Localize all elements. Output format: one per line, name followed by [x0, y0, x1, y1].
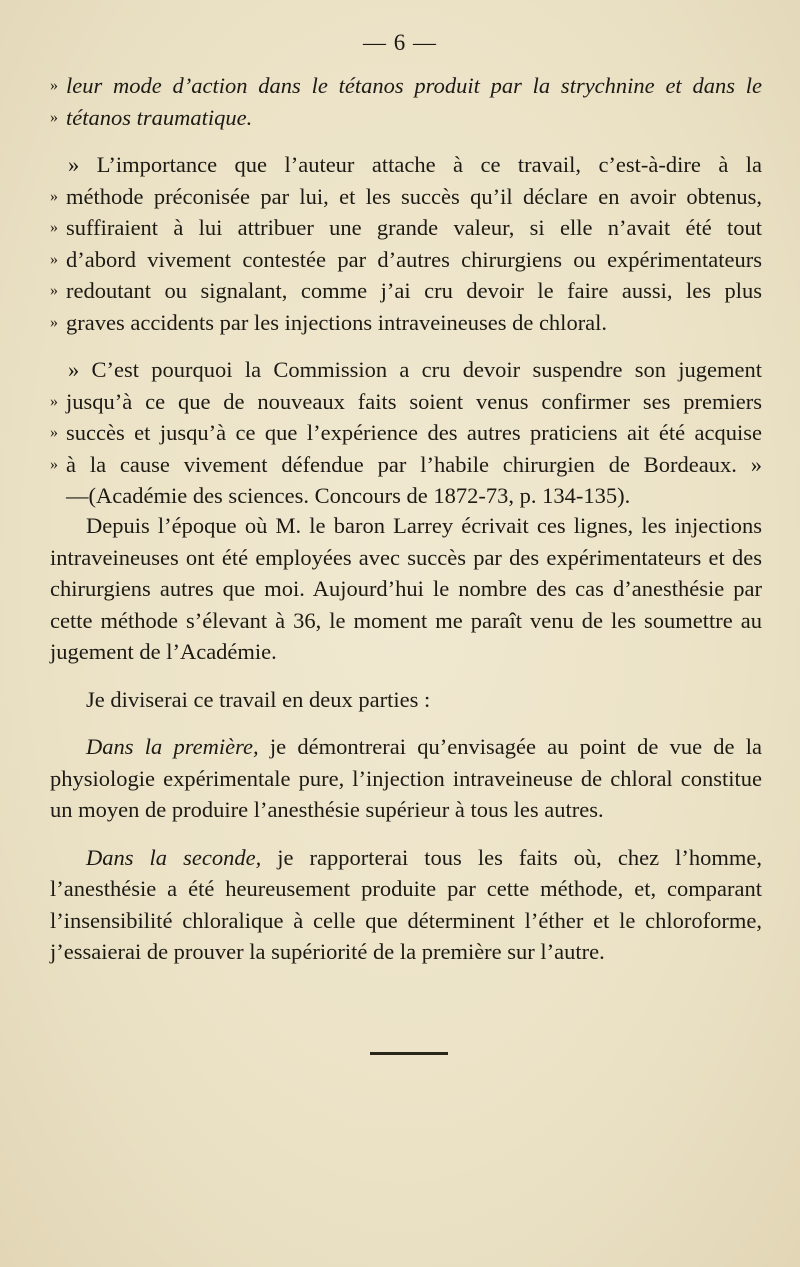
quote-mark — [50, 354, 66, 386]
quote-line-text: —(Académie des sciences. Concours de 1872-73, p. 134-135). — [66, 483, 631, 508]
quote-line — [50, 449, 762, 481]
quote-mark: » — [50, 313, 58, 331]
paragraph — [50, 510, 762, 668]
quote-line — [50, 149, 762, 181]
quote-line — [50, 181, 762, 213]
body-text — [50, 510, 762, 984]
quote-line-text: jusqu’à ce que de nouveaux faits soient venus confirmer ses premiers — [66, 388, 762, 414]
end-rule — [370, 1052, 448, 1055]
quote-line — [50, 212, 762, 244]
paragraph-text: je démontrerai qu’envisagée au point de vue de la physiologie expérimentale pure, l’injection intraveineuse de chloral constitue un moyen de produire l’anesthésie supérieur à tous les autres. — [50, 734, 762, 822]
quote-mark: » — [50, 77, 58, 94]
page-number: — 6 — — [363, 30, 437, 55]
paragraph-text: je rapporterai tous les faits où, chez l’homme, l’anesthésie a été heureusement produite par cette méthode, et, comparant l’insensibilité chloralique à celle que déterminent l’éther et le chloroforme, j’essaierai de prouver la supériorité de la première sur l’autre. — [50, 844, 762, 964]
paragraph-emphasis: Dans la première, — [86, 734, 259, 759]
quote-line — [50, 275, 762, 307]
paragraph — [50, 731, 762, 826]
quote-line — [50, 386, 762, 418]
paragraph — [50, 684, 762, 716]
quote-mark: » — [50, 250, 58, 268]
quote-mark: » — [50, 219, 58, 236]
quote-line-text: redoutant ou signalant, comme j’ai cru devoir le faire aussi, les plus — [66, 278, 762, 303]
quote-mark: » — [50, 108, 58, 126]
quote-mark: » — [50, 455, 58, 473]
quoted-report — [50, 70, 762, 512]
quote-line — [50, 70, 762, 102]
quote-mark — [50, 480, 66, 512]
quote-mark: » — [50, 282, 58, 299]
paragraph-text: Depuis l’époque où M. le baron Larrey écrivait ces lignes, les injections intraveineuses ont été employées avec succès par des expérimentateurs et des chirurgiens autres que moi. Aujourd’hui le nombre des cas d’anesthésie par cette méthode s’élevant à 36, le moment me paraît venu de les soumettre au jugement de l’Académie. — [50, 513, 762, 664]
quote-line — [50, 244, 762, 276]
quote-line-text: à la cause vivement défendue par l’habile chirurgien de Bordeaux. » — [66, 451, 762, 477]
quote-line-text: suffiraient à lui attribuer une grande valeur, si elle n’avait été tout — [66, 215, 762, 240]
quote-line — [50, 354, 762, 386]
paragraph-text: Je diviserai ce travail en deux parties : — [86, 686, 431, 712]
quote-line-text: » C’est pourquoi la Commission a cru devoir suspendre son jugement — [68, 357, 762, 382]
quote-line-text: graves accidents par les injections intraveineuses de chloral. — [66, 309, 608, 335]
quote-line-text: leur mode d’action dans le tétanos produit par la strychnine et dans le — [66, 73, 762, 98]
quote-line-text: succès et jusqu’à ce que l’expérience des autres praticiens ait été acquise — [66, 420, 762, 445]
quote-mark: » — [50, 392, 58, 410]
quote-line — [50, 480, 762, 512]
quote-line-text: tétanos traumatique. — [66, 104, 253, 130]
quote-line-text: » L’importance que l’auteur attache à ce travail, c’est-à-dire à la — [68, 152, 762, 177]
quote-line-text: méthode préconisée par lui, et les succès qu’il déclare en avoir obtenus, — [66, 183, 762, 209]
quote-mark: » — [50, 424, 58, 441]
paragraph-emphasis: Dans la seconde, — [86, 844, 262, 870]
quote-line — [50, 102, 762, 134]
paragraph — [50, 842, 762, 968]
quote-mark: » — [50, 187, 58, 205]
quote-line — [50, 307, 762, 339]
quote-line-text: d’abord vivement contestée par d’autres chirurgiens ou expérimentateurs — [66, 246, 762, 272]
quote-line — [50, 417, 762, 449]
quote-mark — [50, 149, 66, 181]
